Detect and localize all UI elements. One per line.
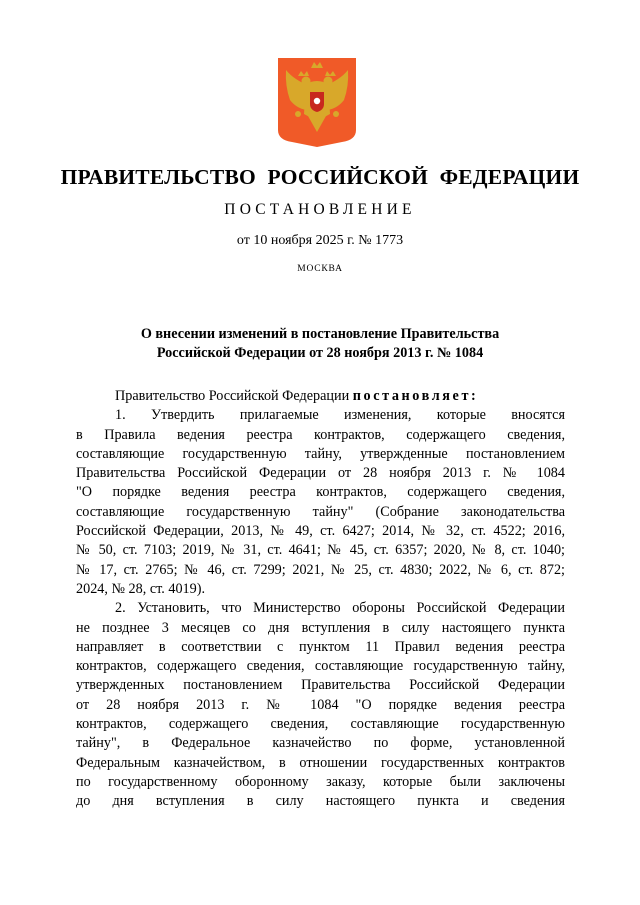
body-line: утвержденных постановлением Правительства Российской Федерации <box>76 677 565 694</box>
document-type: ПОСТАНОВЛЕНИЕ <box>224 201 416 218</box>
preamble-verb: постановляет: <box>352 388 479 404</box>
body-line: по государственному оборонному заказу, которые были заключены <box>76 773 565 790</box>
body-line: 2024, № 28, ст. 4019). <box>76 580 206 597</box>
body-line: 1. Утвердить прилагаемые изменения, которые вносятся <box>115 407 565 424</box>
body-line: составляющие государственную тайну" (Собрание законодательства <box>76 503 565 520</box>
body-line: составляющие государственную тайну, утвержденные постановлением <box>76 445 565 462</box>
document-city: МОСКВА <box>297 264 343 274</box>
document-subject <box>0 325 640 363</box>
body-line: направляет в соответствии с пунктом 11 Правил ведения реестра <box>76 638 565 655</box>
body-line: в Правила ведения реестра контрактов, содержащего сведения, <box>76 426 565 443</box>
body-line: не позднее 3 месяцев со дня вступления в силу настоящего пункта <box>76 619 565 636</box>
document-date-number: от 10 ноября 2025 г. № 1773 <box>236 233 404 248</box>
coat-of-arms-icon <box>276 56 358 148</box>
government-title: ПРАВИТЕЛЬСТВО РОССИЙСКОЙ ФЕДЕРАЦИИ <box>60 165 580 189</box>
document-body <box>76 387 565 812</box>
body-line: Правительства Российской Федерации от 28 ноября 2013 г. № 1084 <box>76 465 565 482</box>
body-line: Федеральным казначейством, в отношении государственных контрактов <box>76 754 565 771</box>
body-line: Российской Федерации, 2013, № 49, ст. 6427; 2014, № 32, ст. 4522; 2016, <box>76 523 565 540</box>
body-line: тайну", в Федеральное казначейство по форме, установленной <box>76 735 565 752</box>
body-line: контрактов, содержащего сведения, составляющие государственную <box>76 716 565 733</box>
body-line: контрактов, содержащего сведения, составляющие государственную тайну, <box>76 658 565 675</box>
body-line: № 17, ст. 2765; № 46, ст. 7299; 2021, № 25, ст. 4830; 2022, № 6, ст. 872; <box>76 561 565 578</box>
subject-line: О внесении изменений в постановление Правительства <box>140 326 500 342</box>
body-line: от 28 ноября 2013 г. № 1084 "О порядке ведения реестра <box>76 696 565 713</box>
body-line: до дня вступления в силу настоящего пункта и сведения <box>76 793 565 810</box>
preamble <box>76 387 565 406</box>
body-line: 2. Установить, что Министерство обороны Российской Федерации <box>115 600 565 617</box>
body-line: "О порядке ведения реестра контрактов, содержащего сведения, <box>76 484 565 501</box>
subject-line: Российской Федерации от 28 ноября 2013 г. № 1084 <box>156 345 484 361</box>
preamble-text: Правительство Российской Федерации <box>115 388 350 404</box>
body-line: № 50, ст. 7103; 2019, № 31, ст. 4641; № 45, ст. 6357; 2020, № 8, ст. 1040; <box>76 542 565 559</box>
